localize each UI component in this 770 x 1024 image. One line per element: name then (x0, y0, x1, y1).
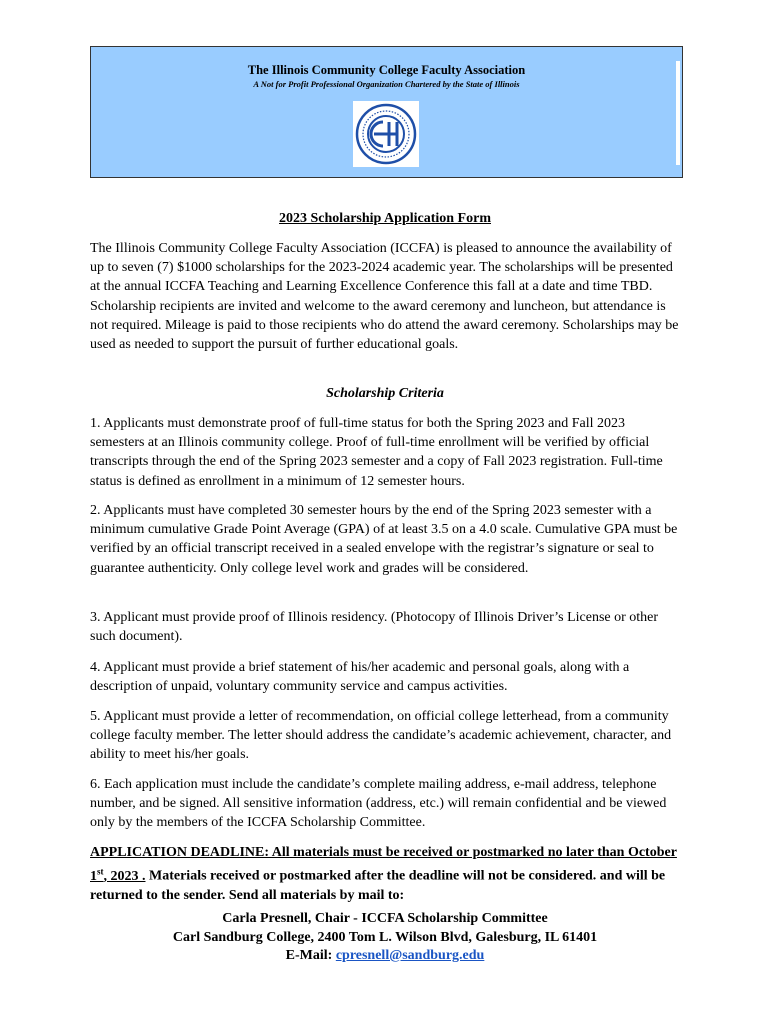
email-link[interactable]: cpresnell@sandburg.edu (335, 948, 485, 963)
criteria-item-3: 3. Applicant must provide proof of Illinois residency. (Photocopy of Illinois Driver’s License or other such document). (90, 610, 659, 645)
email-label: E-Mail: (285, 948, 336, 963)
criteria-heading: Scholarship Criteria (326, 386, 444, 401)
deadline-notice (90, 843, 690, 905)
criteria-item-2: 2. Applicants must have completed 30 semester hours by the end of the Spring 2023 semester with a minimum cumulative Grade Point Average (GPA) of at least 3.5 on a 4.0 scale. Cumulative GPA must be verified by an official transcript received in a sealed envelope with the registrar’s signature or seal to guarantee authenticity. Only college level work and grades will be considered. (90, 503, 678, 576)
criteria-item-6: 6. Each application must include the candidate’s complete mailing address, e-mail address, telephone number, and be signed. All sensitive information (address, etc.) will remain confidential and be viewed only by the members of the ICCFA Scholarship Committee. (90, 777, 667, 831)
header-banner (90, 46, 683, 178)
iccfa-seal-icon (353, 101, 419, 167)
deadline-instructions: Materials received or postmarked after the deadline will not be considered. and will be returned to the sender. Send all materials by mail to: (90, 868, 666, 903)
criteria-item-5: 5. Applicant must provide a letter of recommendation, on official college letterhead, from a community college faculty member. The letter should address the candidate’s academic achievement, character, and ability to meet his/her goals. (90, 709, 672, 763)
deadline-date: APPLICATION DEADLINE: All materials must be received or postmarked no later than October 1st, 2023 . (90, 845, 677, 884)
page-title: 2023 Scholarship Application Form (279, 211, 491, 226)
criteria-item-4: 4. Applicant must provide a brief statement of his/her academic and personal goals, along with a description of unpaid, voluntary community service and campus activities. (90, 660, 630, 695)
banner-edge (676, 61, 680, 165)
org-name: The Illinois Community College Faculty Association (247, 63, 526, 77)
contact-name: Carla Presnell, Chair - ICCFA Scholarship Committee (222, 911, 548, 926)
criteria-item-1: 1. Applicants must demonstrate proof of full-time status for both the Spring 2023 and Fall 2023 semesters at an Illinois community college. Proof of full-time enrollment will be verified by official transcripts through the end of the Spring 2023 semester and a copy of Fall 2023 registration. Full-time status is defined as enrollment in a minimum of 12 semester hours. (90, 416, 663, 489)
intro-paragraph: The Illinois Community College Faculty Association (ICCFA) is pleased to announce the availability of up to seven (7) $1000 scholarships for the 2023-2024 academic year. The scholarships will be presented at the annual ICCFA Teaching and Learning Excellence Conference this fall at a date and time TBD. Scholarship recipients are invited and welcome to the award ceremony and luncheon, but attendance is not required. Mileage is paid to those recipients who do attend the award ceremony. Scholarships may be used as needed to support the pursuit of further educational goals. (90, 241, 679, 353)
contact-address: Carl Sandburg College, 2400 Tom L. Wilson Blvd, Galesburg, IL 61401 (172, 930, 598, 945)
org-tagline: A Not for Profit Professional Organization Chartered by the State of Illinois (253, 79, 520, 89)
contact-email (0, 948, 770, 964)
